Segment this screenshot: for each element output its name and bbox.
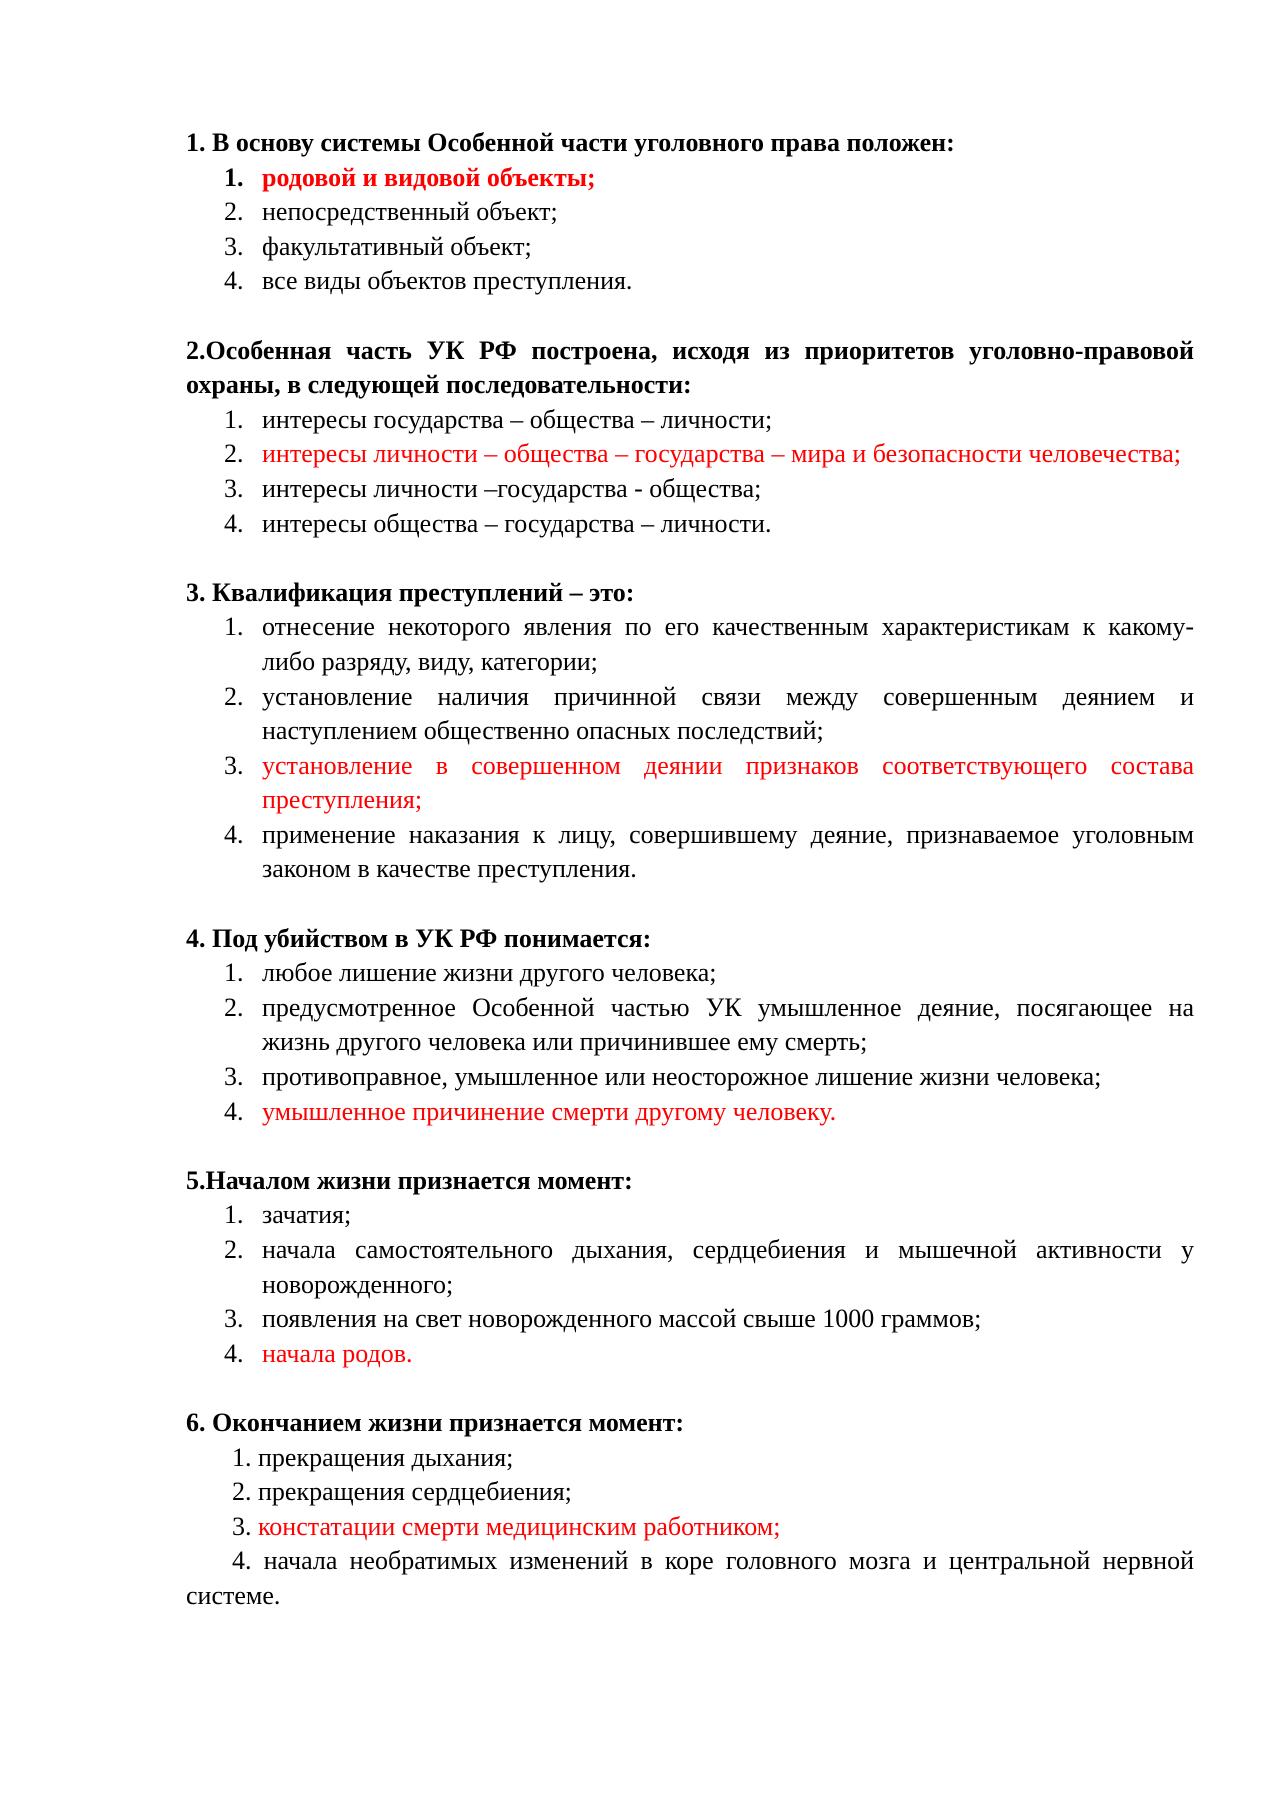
answer-text: интересы личности – общества – государства – мира и безопасности человечества; xyxy=(262,439,1181,469)
document-page xyxy=(186,126,1194,1648)
answer-number: 2. xyxy=(224,992,244,1022)
answer-item-correct xyxy=(186,437,1194,472)
answer-item xyxy=(186,230,1194,265)
answer-number: 3. xyxy=(224,1062,244,1092)
answer-text: применение наказания к лицу, совершившему деяние, признаваемое уголовным законом в качестве преступления. xyxy=(262,819,1194,884)
answer-list xyxy=(186,610,1194,887)
answer-number: 4. xyxy=(232,1546,252,1576)
answer-number: 4. xyxy=(224,1096,244,1126)
answer-number: 3. xyxy=(224,231,244,261)
question-4 xyxy=(186,922,1194,1130)
answer-number: 1. xyxy=(224,162,244,192)
answer-item-correct xyxy=(186,1337,1194,1372)
answer-text: начала самостоятельного дыхания, сердцебиения и мышечной активности у новорожденного; xyxy=(262,1235,1194,1299)
answer-text: установление в совершенном деянии признаков соответствующего состава преступления; xyxy=(262,750,1194,815)
question-1 xyxy=(186,126,1194,299)
answer-number: 1. xyxy=(224,1200,244,1230)
answer-number: 2. xyxy=(232,1477,252,1507)
answer-item-correct xyxy=(186,1095,1194,1130)
answer-text: отнесение некоторого явления по его качественным характеристикам к какому-либо разряду, виду, категории; xyxy=(262,612,1194,676)
question-2 xyxy=(186,334,1194,542)
answer-text: родовой и видовой объекты; xyxy=(262,162,596,192)
answer-item xyxy=(186,1060,1194,1095)
question-3 xyxy=(186,576,1194,887)
answer-number: 3. xyxy=(232,1511,252,1541)
answer-text: умышленное причинение смерти другому человеку. xyxy=(262,1096,837,1126)
answer-number: 3. xyxy=(224,1304,244,1334)
answer-text: противоправное, умышленное или неосторожное лишение жизни человека; xyxy=(262,1062,1102,1092)
answer-item xyxy=(186,472,1194,507)
question-title: 3. Квалификация преступлений – это: xyxy=(186,577,635,607)
answer-item xyxy=(186,1475,1194,1510)
question-6 xyxy=(186,1406,1194,1614)
answer-item xyxy=(186,1233,1194,1302)
answer-number: 4. xyxy=(224,266,244,296)
answer-number: 1. xyxy=(224,404,244,434)
answer-list xyxy=(186,1198,1194,1371)
answer-number: 2. xyxy=(224,439,244,469)
answer-text: все виды объектов преступления. xyxy=(262,266,633,296)
answer-number: 3. xyxy=(224,750,244,780)
answer-item xyxy=(186,1302,1194,1337)
answer-item xyxy=(186,610,1194,679)
answer-item xyxy=(186,403,1194,438)
answer-list xyxy=(186,161,1194,299)
answer-item xyxy=(186,991,1194,1060)
question-title: 1. В основу системы Особенной части уголовного права положен: xyxy=(186,128,955,157)
answer-number: 2. xyxy=(224,1235,244,1264)
answer-number: 1. xyxy=(224,612,244,642)
answer-text: непосредственный объект; xyxy=(262,197,558,227)
question-title: 2.Особенная часть УК РФ построена, исходя из приоритетов уголовно-правовой охраны, в следующей последовательности: xyxy=(186,335,1194,400)
answer-text: начала родов. xyxy=(262,1338,413,1368)
answer-text: констатации смерти медицинским работником; xyxy=(258,1511,781,1541)
answer-list xyxy=(186,956,1194,1129)
question-title: 5.Началом жизни признается момент: xyxy=(186,1165,633,1195)
answer-number: 4. xyxy=(224,1338,244,1368)
answer-item xyxy=(186,264,1194,299)
answer-number: 4. xyxy=(224,819,244,849)
answer-text: факультативный объект; xyxy=(262,231,532,261)
question-5 xyxy=(186,1164,1194,1372)
answer-item xyxy=(186,956,1194,991)
answer-number: 1. xyxy=(232,1442,252,1472)
answer-text: интересы государства – общества – личности; xyxy=(262,404,773,434)
answer-text: начала необратимых изменений в коре головного мозга и центральной нервной системе. xyxy=(186,1546,1195,1610)
answer-text: зачатия; xyxy=(262,1200,352,1230)
answer-number: 4. xyxy=(224,508,244,538)
answer-item xyxy=(186,1198,1194,1233)
answer-text: интересы личности –государства - общества; xyxy=(262,473,762,503)
answer-item xyxy=(186,195,1194,230)
answer-item xyxy=(186,1544,1194,1613)
answer-text: предусмотренное Особенной частью УК умышленное деяние, посягающее на жизнь другого человека или причинившее ему смерть; xyxy=(262,992,1194,1057)
answer-item xyxy=(186,507,1194,542)
answer-item xyxy=(186,680,1194,749)
answer-item xyxy=(186,818,1194,887)
answer-text: любое лишение жизни другого человека; xyxy=(262,958,717,988)
answer-item-correct xyxy=(186,161,1194,196)
answer-text: появления на свет новорожденного массой свыше 1000 граммов; xyxy=(262,1304,982,1334)
answer-item-correct xyxy=(186,1510,1194,1545)
answer-text: интересы общества – государства – личности. xyxy=(262,508,772,538)
answer-number: 1. xyxy=(224,958,244,988)
answer-number: 3. xyxy=(224,473,244,503)
answer-item xyxy=(186,1441,1194,1476)
answer-text: прекращения сердцебиения; xyxy=(258,1477,572,1507)
answer-list xyxy=(186,403,1194,541)
answer-text: установление наличия причинной связи между совершенным деянием и наступлением общественно опасных последствий; xyxy=(262,681,1194,746)
answer-text: прекращения дыхания; xyxy=(258,1442,514,1472)
question-title: 4. Под убийством в УК РФ понимается: xyxy=(186,923,652,953)
answer-number: 2. xyxy=(224,197,244,227)
answer-number: 2. xyxy=(224,681,244,711)
answer-item-correct xyxy=(186,749,1194,818)
question-title: 6. Окончанием жизни признается момент: xyxy=(186,1407,685,1437)
